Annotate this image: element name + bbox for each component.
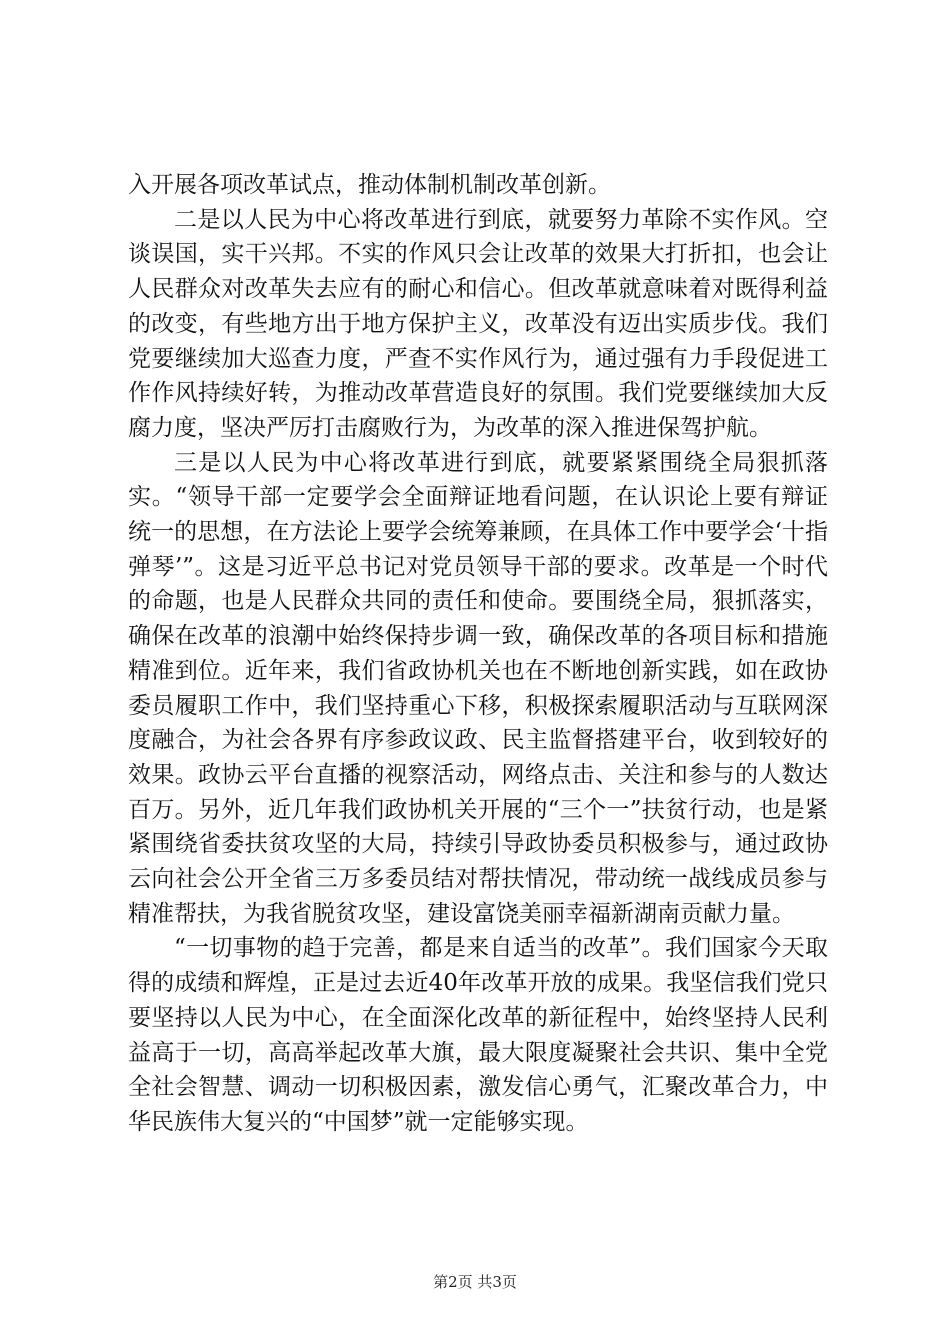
paragraph-continuation: 入开展各项改革试点，推动体制机制改革创新。 (128, 172, 611, 198)
page-number-footer: 第2页 共3页 (433, 1273, 517, 1291)
paragraph-conclusion: “一切事物的趋于完善，都是来自适当的改革”。我们国家今天取得的成绩和辉煌，正是过去近40年改革开放的成果。我坚信我们党只要坚持以人民为中心，在全面深化改革的新征程中，始终坚持人民利益高于一切，高高举起改革大旗，最大限度凝聚社会共识、集中全党全社会智慧、调动一切积极因素，激发信心勇气，汇聚改革合力，中华民族伟大复兴的“中国梦”就一定能够实现。 (128, 935, 828, 1135)
paragraph-second-point: 二是以人民为中心将改革进行到底，就要努力革除不实作风。空谈误国，实干兴邦。不实的作风只会让改革的效果大打折扣，也会让人民群众对改革失去应有的耐心和信心。但改革就意味着对既得利益的改变，有些地方出于地方保护主义，改革没有迈出实质步伐。我们党要继续加大巡查力度，严查不实作风行为，通过强有力手段促进工作作风持续好转，为推动改革营造良好的氛围。我们党要继续加大反腐力度，坚决严厉打击腐败行为，为改革的深入推进保驾护航。 (128, 206, 828, 441)
document-body (128, 168, 828, 1140)
paragraph-third-point: 三是以人民为中心将改革进行到底，就要紧紧围绕全局狠抓落实。“领导干部一定要学会全面辩证地看问题，在认识论上要有辩证统一的思想，在方法论上要学会统筹兼顾，在具体工作中要学会‘十指弹琴’”。这是习近平总书记对党员领导干部的要求。改革是一个时代的命题，也是人民群众共同的责任和使命。要围绕全局，狠抓落实，确保在改革的浪潮中始终保持步调一致，确保改革的各项目标和措施精准到位。近年来，我们省政协机关也在不断地创新实践，如在政协委员履职工作中，我们坚持重心下移，积极探索履职活动与互联网深度融合，为社会各界有序参政议政、民主监督搭建平台，收到较好的效果。政协云平台直播的视察活动，网络点击、关注和参与的人数达百万。另外，近几年我们政协机关开展的“三个一”扶贫行动，也是紧紧围绕省委扶贫攻坚的大局，持续引导政协委员积极参与，通过政协云向社会公开全省三万多委员结对帮扶情况，带动统一战线成员参与精准帮扶，为我省脱贫攻坚，建设富饶美丽幸福新湖南贡献力量。 (128, 449, 828, 927)
